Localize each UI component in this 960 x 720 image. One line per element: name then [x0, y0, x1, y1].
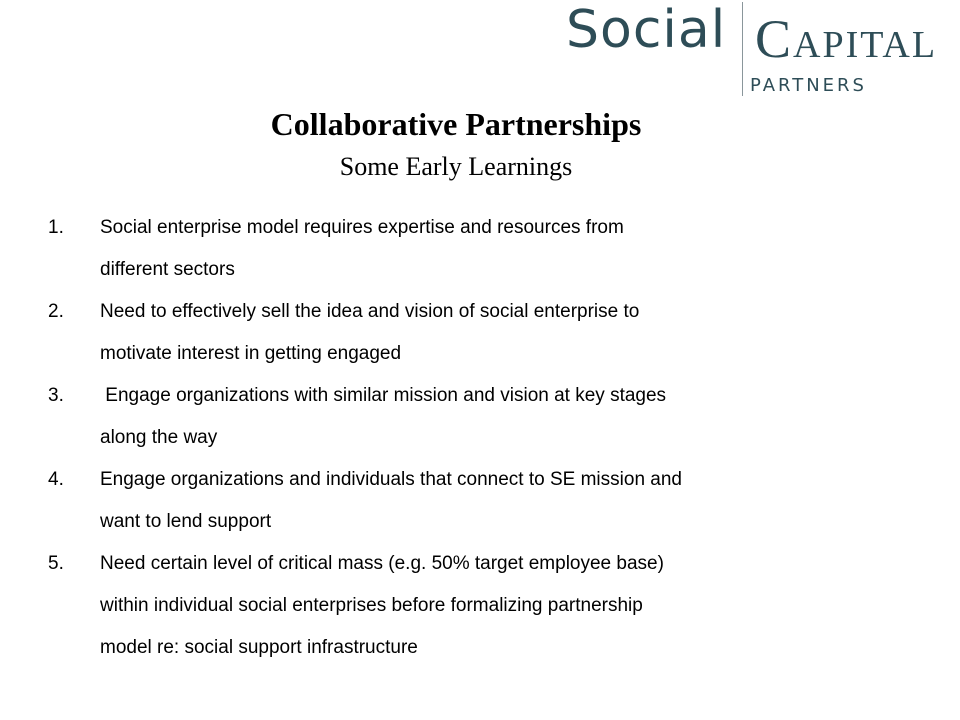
list-item-line: motivate interest in getting engaged	[100, 343, 402, 364]
list-item-text	[100, 375, 848, 459]
list-item-text	[100, 543, 848, 669]
list-item-number: 3.	[48, 385, 64, 406]
list-item-line: different sectors	[100, 259, 235, 280]
list-item-line: Social enterprise model requires expertise and resources from	[100, 217, 624, 238]
logo-partners-text: PARTNERS	[750, 75, 867, 96]
list-item	[48, 543, 848, 669]
list-item-number: 5.	[48, 553, 64, 574]
list-item-line: model re: social support infrastructure	[100, 637, 418, 658]
list-item-text	[100, 291, 848, 375]
list-item-number: 1.	[48, 217, 64, 238]
list-item-text	[100, 207, 848, 291]
learnings-list	[48, 207, 848, 669]
list-item-line: want to lend support	[100, 511, 272, 532]
list-item-line: Need to effectively sell the idea and vision of social enterprise to	[100, 301, 640, 322]
slide-subtitle: Some Early Learnings	[339, 152, 573, 181]
list-item	[48, 291, 848, 375]
list-item-line: Engage organizations and individuals that connect to SE mission and	[100, 469, 682, 490]
list-item	[48, 459, 848, 543]
logo-divider	[742, 2, 743, 96]
list-item-line: Engage organizations with similar mission and vision at key stages	[100, 385, 667, 406]
list-item-line: within individual social enterprises before formalizing partnership	[100, 595, 643, 616]
list-item-line: along the way	[100, 427, 218, 448]
logo-social-text: Social	[566, 0, 727, 60]
slide-title: Collaborative Partnerships	[270, 106, 642, 142]
logo-capital-text: Capital	[755, 9, 938, 69]
list-item	[48, 375, 848, 459]
list-item-text	[100, 459, 848, 543]
list-item	[48, 207, 848, 291]
list-item-number: 4.	[48, 469, 64, 490]
list-item-number: 2.	[48, 301, 64, 322]
list-item-line: Need certain level of critical mass (e.g. 50% target employee base)	[100, 553, 664, 574]
